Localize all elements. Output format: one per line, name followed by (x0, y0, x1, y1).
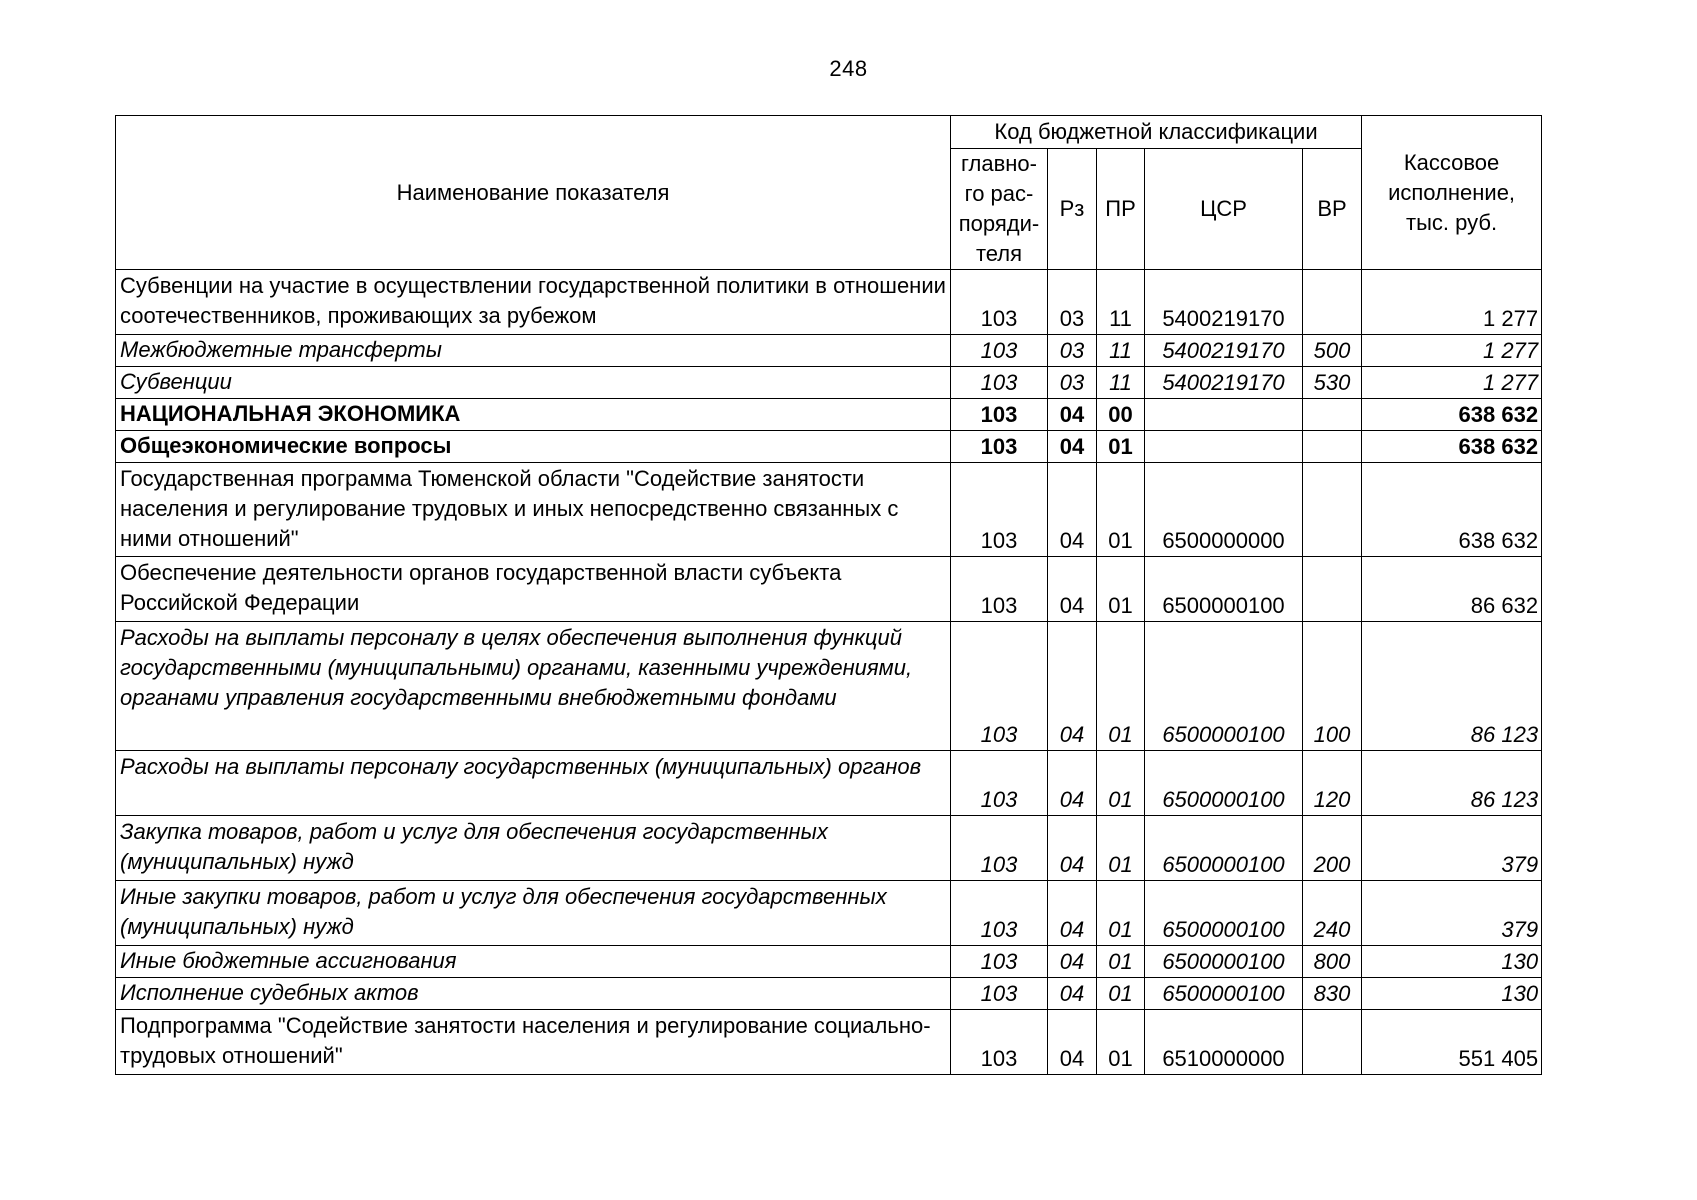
row-name: Закупка товаров, работ и услуг для обеспечения государственных (муниципальных) нужд (116, 816, 951, 881)
table-row (116, 881, 1542, 946)
page-number: 248 (829, 56, 868, 81)
header-csr: ЦСР (1145, 149, 1303, 270)
row-name: Иные закупки товаров, работ и услуг для обеспечения государственных (муниципальных) нужд (116, 881, 951, 946)
row-vr: 800 (1303, 946, 1362, 978)
header-sum (1362, 116, 1542, 270)
row-glav: 103 (951, 816, 1048, 881)
header-name: Наименование показателя (116, 116, 951, 270)
row-vr (1303, 399, 1362, 431)
row-rz: 03 (1048, 367, 1097, 399)
row-vr: 500 (1303, 335, 1362, 367)
row-name: Субвенции (116, 367, 951, 399)
row-rz: 04 (1048, 1010, 1097, 1075)
row-pr: 11 (1097, 335, 1145, 367)
row-vr: 240 (1303, 881, 1362, 946)
row-name: Расходы на выплаты персоналу государственных (муниципальных) органов (116, 751, 951, 816)
row-name: Исполнение судебных актов (116, 978, 951, 1010)
row-glav: 103 (951, 751, 1048, 816)
row-rz: 03 (1048, 270, 1097, 335)
row-pr: 11 (1097, 270, 1145, 335)
row-vr (1303, 431, 1362, 463)
row-sum: 130 (1362, 978, 1542, 1010)
header-glav-line: теля (975, 241, 1023, 266)
table-row (116, 463, 1542, 557)
row-pr: 01 (1097, 463, 1145, 557)
row-glav: 103 (951, 978, 1048, 1010)
row-pr: 01 (1097, 978, 1145, 1010)
row-glav: 103 (951, 881, 1048, 946)
table-row (116, 946, 1542, 978)
table-row (116, 557, 1542, 622)
row-rz: 04 (1048, 946, 1097, 978)
row-glav: 103 (951, 557, 1048, 622)
table-row (116, 751, 1542, 816)
row-pr: 01 (1097, 816, 1145, 881)
row-sum: 130 (1362, 946, 1542, 978)
header-sum-line: тыс. руб. (1406, 209, 1498, 235)
header-kbk-group: Код бюджетной классификации (951, 116, 1362, 149)
budget-execution-table (115, 115, 1542, 1075)
row-vr: 200 (1303, 816, 1362, 881)
table-row (116, 1010, 1542, 1075)
row-sum: 86 123 (1362, 622, 1542, 751)
row-pr: 01 (1097, 622, 1145, 751)
row-csr: 6500000100 (1145, 816, 1303, 881)
row-vr (1303, 270, 1362, 335)
table-row (116, 367, 1542, 399)
row-csr: 6500000100 (1145, 557, 1303, 622)
row-csr (1145, 399, 1303, 431)
row-csr: 5400219170 (1145, 270, 1303, 335)
row-vr (1303, 463, 1362, 557)
row-rz: 04 (1048, 557, 1097, 622)
row-pr: 01 (1097, 431, 1145, 463)
row-sum: 638 632 (1362, 399, 1542, 431)
row-rz: 04 (1048, 622, 1097, 751)
row-name: Подпрограмма "Содействие занятости населения и регулирование социально-трудовых отношений" (116, 1010, 951, 1075)
row-glav: 103 (951, 463, 1048, 557)
row-name: Межбюджетные трансферты (116, 335, 951, 367)
row-vr: 120 (1303, 751, 1362, 816)
row-pr: 01 (1097, 751, 1145, 816)
row-rz: 04 (1048, 816, 1097, 881)
row-sum: 1 277 (1362, 367, 1542, 399)
row-glav: 103 (951, 622, 1048, 751)
row-rz: 04 (1048, 431, 1097, 463)
row-rz: 04 (1048, 399, 1097, 431)
row-vr (1303, 1010, 1362, 1075)
row-name: Обеспечение деятельности органов государственной власти субъекта Российской Федерации (116, 557, 951, 622)
row-csr (1145, 431, 1303, 463)
row-name: Государственная программа Тюменской области "Содействие занятости населения и регулирование трудовых и иных непосредственно связанных с ними отношений" (116, 463, 951, 557)
table-row (116, 622, 1542, 751)
row-csr: 6500000100 (1145, 622, 1303, 751)
row-rz: 04 (1048, 751, 1097, 816)
row-name: НАЦИОНАЛЬНАЯ ЭКОНОМИКА (116, 399, 951, 431)
table-body (116, 270, 1542, 1075)
row-rz: 04 (1048, 978, 1097, 1010)
row-csr: 6500000100 (1145, 751, 1303, 816)
row-name: Общеэкономические вопросы (116, 431, 951, 463)
table-row (116, 431, 1542, 463)
row-glav: 103 (951, 1010, 1048, 1075)
header-pr: ПР (1097, 149, 1145, 270)
row-vr: 830 (1303, 978, 1362, 1010)
row-pr: 01 (1097, 1010, 1145, 1075)
table-row (116, 816, 1542, 881)
row-sum: 551 405 (1362, 1010, 1542, 1075)
row-vr (1303, 557, 1362, 622)
row-csr: 6500000100 (1145, 978, 1303, 1010)
row-glav: 103 (951, 270, 1048, 335)
row-name: Иные бюджетные ассигнования (116, 946, 951, 978)
row-sum: 379 (1362, 881, 1542, 946)
header-glav (951, 149, 1048, 270)
table-row (116, 270, 1542, 335)
row-pr: 01 (1097, 881, 1145, 946)
row-sum: 1 277 (1362, 270, 1542, 335)
row-vr: 100 (1303, 622, 1362, 751)
header-rz: Рз (1048, 149, 1097, 270)
header-glav-line: го рас- (964, 181, 1034, 206)
row-sum: 638 632 (1362, 463, 1542, 557)
header-glav-line: главно- (960, 151, 1037, 176)
row-glav: 103 (951, 431, 1048, 463)
table-row (116, 978, 1542, 1010)
row-csr: 6510000000 (1145, 1010, 1303, 1075)
row-sum: 1 277 (1362, 335, 1542, 367)
table-row (116, 335, 1542, 367)
row-csr: 5400219170 (1145, 335, 1303, 367)
row-pr: 01 (1097, 557, 1145, 622)
row-glav: 103 (951, 946, 1048, 978)
header-vr: ВР (1303, 149, 1362, 270)
row-pr: 11 (1097, 367, 1145, 399)
row-glav: 103 (951, 335, 1048, 367)
row-csr: 6500000000 (1145, 463, 1303, 557)
row-csr: 5400219170 (1145, 367, 1303, 399)
row-sum: 379 (1362, 816, 1542, 881)
row-sum: 86 632 (1362, 557, 1542, 622)
row-glav: 103 (951, 399, 1048, 431)
table-header (116, 116, 1542, 270)
row-csr: 6500000100 (1145, 881, 1303, 946)
row-vr: 530 (1303, 367, 1362, 399)
row-sum: 638 632 (1362, 431, 1542, 463)
header-sum-line: Кассовое (1403, 149, 1500, 175)
row-rz: 04 (1048, 463, 1097, 557)
row-rz: 04 (1048, 881, 1097, 946)
header-glav-line: поряди- (958, 211, 1040, 236)
row-pr: 01 (1097, 946, 1145, 978)
header-sum-line: исполнение, (1388, 179, 1516, 205)
row-name: Расходы на выплаты персоналу в целях обеспечения выполнения функций государственными (муниципальными) органами, казенными учреждениями, органами управления государственными внебюджетными фондами (116, 622, 951, 751)
row-csr: 6500000100 (1145, 946, 1303, 978)
table-row (116, 399, 1542, 431)
row-glav: 103 (951, 367, 1048, 399)
row-sum: 86 123 (1362, 751, 1542, 816)
row-name: Субвенции на участие в осуществлении государственной политики в отношении соотечественников, проживающих за рубежом (116, 270, 951, 335)
row-rz: 03 (1048, 335, 1097, 367)
row-pr: 00 (1097, 399, 1145, 431)
